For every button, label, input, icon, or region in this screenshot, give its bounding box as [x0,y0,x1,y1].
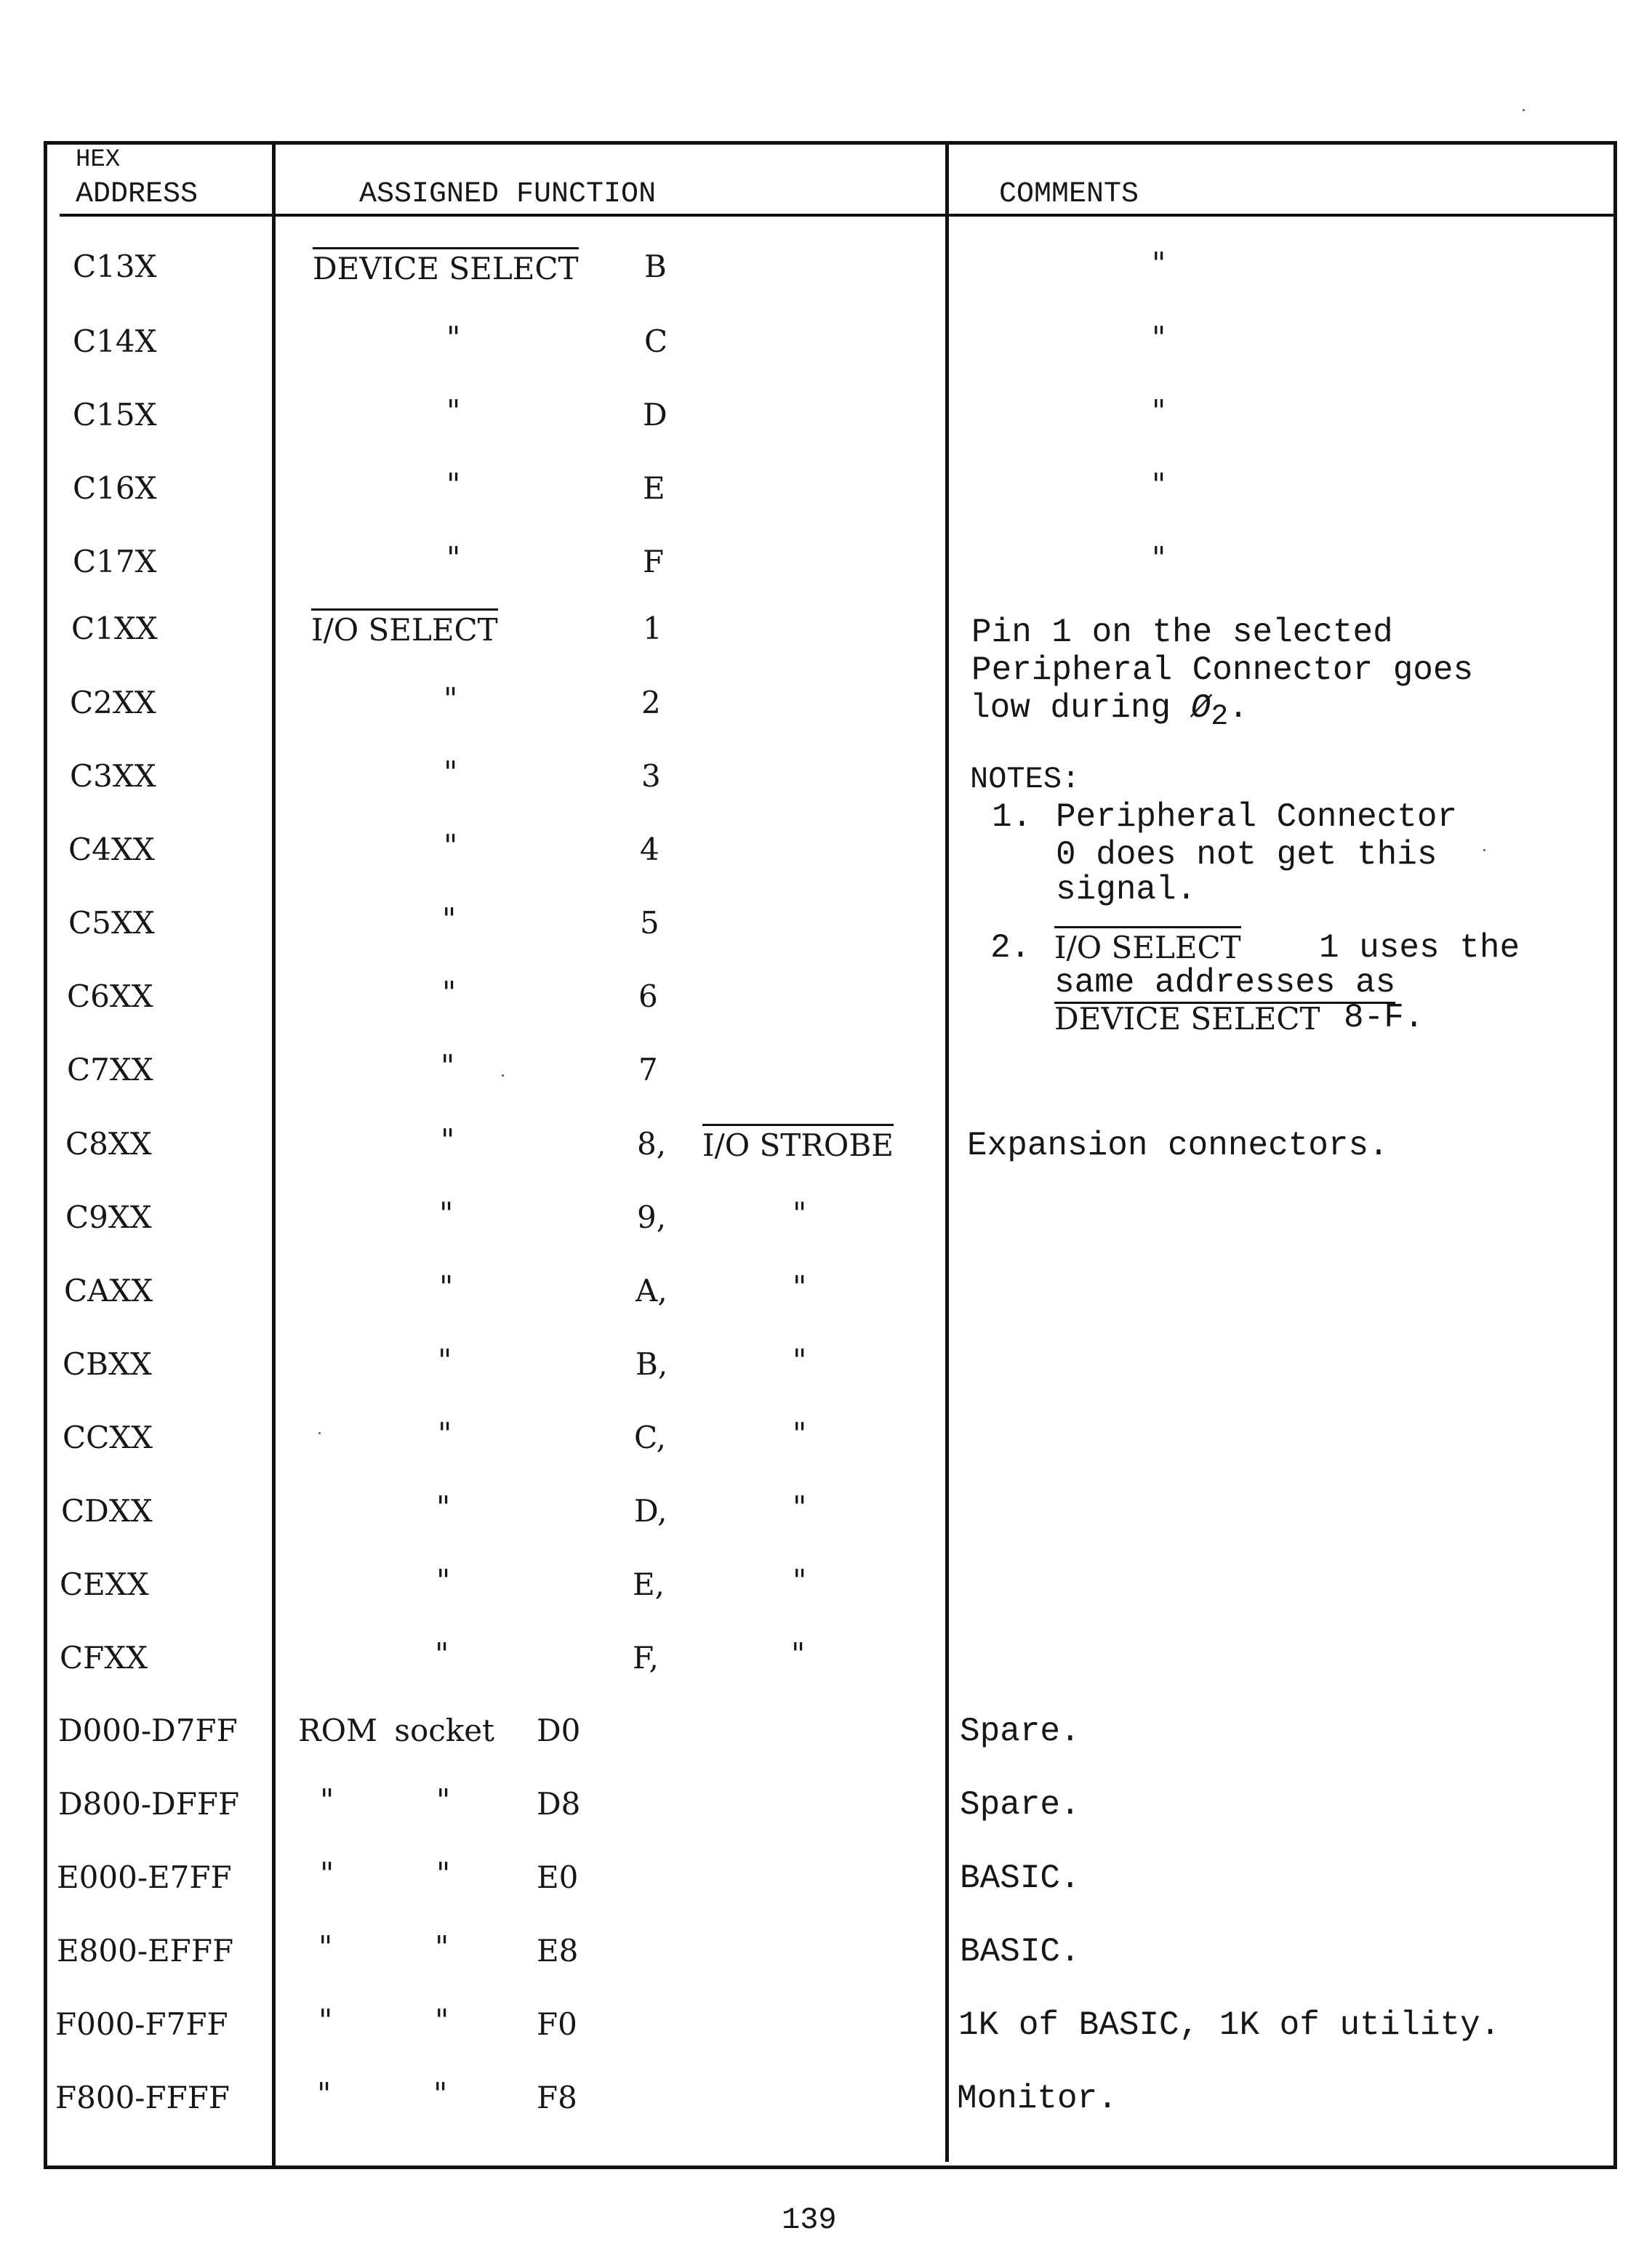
ditto-mark: " [1152,393,1166,429]
notes-title: NOTES: [970,762,1080,797]
ditto-mark: " [441,1122,455,1158]
select-code: E, [633,1567,665,1602]
select-code: 6 [638,978,658,1014]
note-2-number: 2. [990,929,1031,967]
ditto-mark: " [436,1489,451,1525]
address-cell: CBXX [63,1346,152,1382]
ditto-mark: " [793,1196,807,1231]
address-cell: E800-EFFF [57,1933,234,1969]
select-code: E [643,470,665,506]
ditto-mark: " [442,901,457,937]
ditto-mark: " [442,975,457,1010]
note-2-device-select: DEVICE SELECT [1054,1001,1320,1037]
address-cell: C13X [73,249,157,284]
address-cell: CFXX [60,1640,148,1676]
ditto-mark: " [1152,320,1166,355]
comment-text: . [1228,689,1248,727]
rom-socket-code: E0 [537,1859,579,1895]
select-code: 7 [638,1052,658,1087]
ditto-mark: " [444,755,458,790]
rom-socket-code: E8 [537,1933,579,1969]
comment-text: low during [970,689,1191,727]
column-divider-2 [945,141,949,2162]
scan-speck [502,1074,504,1077]
scan-speck [318,1432,321,1434]
select-code: C [644,323,668,359]
comment-cell: Spare. [960,1786,1080,1824]
select-code: A, [635,1273,667,1308]
comment-cell: BASIC. [960,1933,1080,1971]
note-2-line2: same addresses as [1054,964,1395,1004]
header-divider [60,214,1614,217]
header-address: ADDRESS [76,178,199,211]
ditto-mark: " [318,2003,333,2038]
ditto-mark: " [793,1416,807,1452]
select-code: 3 [641,758,661,794]
ditto-mark: " [441,1048,455,1084]
comment-cell: Spare. [960,1713,1080,1750]
select-code: F, [633,1640,659,1676]
address-cell: C16X [73,470,157,506]
address-cell: C17X [73,544,157,579]
ditto-mark: " [446,540,461,576]
ditto-mark: " [435,2003,449,2038]
note-2-io-select: I/O SELECT [1054,926,1241,966]
note-1-line2: 0 does not get this [1056,836,1438,874]
address-cell: C7XX [67,1052,153,1087]
ditto-mark: " [444,681,458,717]
ditto-mark: " [446,320,461,355]
comment-cell: Monitor. [957,2080,1118,2118]
note-2-range: 8-F. [1344,999,1424,1037]
select-code: 8, [637,1126,667,1162]
io-strobe-label: I/O STROBE [702,1124,894,1164]
address-cell: C9XX [65,1199,152,1235]
function-cell: ROM socket [298,1713,494,1748]
ditto-mark: " [320,1782,334,1818]
function-cell: I/O SELECT [311,608,498,648]
note-1-line1: Peripheral Connector [1056,798,1458,836]
ditto-mark: " [793,1489,807,1525]
ditto-mark: " [1152,540,1166,576]
rom-socket-code: F8 [537,2080,577,2115]
select-code: 5 [640,905,659,941]
ditto-mark: " [318,1929,333,1965]
address-cell: C14X [73,323,157,359]
select-code: 9, [637,1199,667,1235]
address-cell: F000-F7FF [55,2006,228,2042]
address-cell: E000-E7FF [57,1859,232,1895]
scan-speck [1523,109,1525,111]
select-code: D, [634,1493,667,1529]
address-cell: C4XX [68,832,155,867]
ditto-mark: " [433,2076,448,2112]
comment-cell: 1K of BASIC, 1K of utility. [958,2006,1501,2044]
header-comments: COMMENTS [999,178,1139,211]
comment-pin1-line1: Pin 1 on the selected [971,614,1393,651]
address-cell: C5XX [68,905,155,941]
comment-expansion: Expansion connectors. [967,1127,1389,1165]
address-cell: D800-DFFF [58,1786,240,1822]
phi-symbol: Ø [1190,689,1211,727]
ditto-mark: " [446,467,461,502]
rom-socket-code: F0 [537,2006,577,2042]
address-cell: CEXX [60,1567,149,1602]
ditto-mark: " [793,1343,807,1378]
address-cell: C2XX [70,685,156,720]
address-cell: C8XX [65,1126,152,1162]
note-1-number: 1. [992,798,1032,836]
select-code: 4 [640,832,659,867]
header-hex: HEX [76,146,121,174]
ditto-mark: " [793,1269,807,1305]
select-code: B, [635,1346,668,1382]
address-cell: C15X [73,397,157,433]
select-code: 1 [643,611,662,646]
ditto-mark: " [435,1929,449,1965]
ditto-mark: " [793,1563,807,1599]
comment-pin1-line3 [970,689,1248,736]
ditto-mark: " [317,2076,332,2112]
ditto-mark: " [439,1269,454,1305]
comment-pin1-line2: Peripheral Connector goes [971,651,1474,689]
function-cell: DEVICE SELECT [313,247,579,287]
ditto-mark: " [1152,246,1166,281]
ditto-mark: " [444,828,458,864]
select-code: B [644,249,667,284]
ditto-mark: " [438,1343,452,1378]
ditto-mark: " [1152,467,1166,502]
phi-subscript: 2 [1211,701,1229,734]
ditto-mark: " [446,393,461,429]
ditto-mark: " [436,1563,451,1599]
note-1-line3: signal. [1056,871,1197,909]
address-cell: CCXX [63,1420,153,1455]
column-divider-1 [272,141,276,2169]
ditto-mark: " [436,1856,451,1891]
address-cell: D000-D7FF [58,1713,238,1748]
ditto-mark: " [791,1636,806,1672]
note-2-line1: 1 uses the [1319,929,1520,967]
address-cell: CAXX [64,1273,153,1308]
address-cell: C3XX [70,758,156,794]
select-code: D [643,397,667,433]
address-cell: C1XX [71,611,158,646]
select-code: C, [634,1420,666,1455]
select-code: F [643,544,665,579]
address-cell: F800-FFFF [55,2080,230,2115]
ditto-mark: " [320,1856,334,1891]
ditto-mark: " [438,1416,452,1452]
scan-speck [1483,849,1485,851]
header-assigned-function: ASSIGNED FUNCTION [359,178,657,211]
rom-socket-code: D8 [537,1786,581,1822]
ditto-mark: " [439,1196,454,1231]
address-cell: CDXX [61,1493,153,1529]
page-number: 139 [782,2203,837,2237]
rom-socket-code: D0 [537,1713,581,1748]
comment-cell: BASIC. [960,1859,1080,1897]
address-cell: C6XX [67,978,153,1014]
select-code: 2 [641,685,661,720]
ditto-mark: " [436,1782,451,1818]
ditto-mark: " [435,1636,449,1672]
